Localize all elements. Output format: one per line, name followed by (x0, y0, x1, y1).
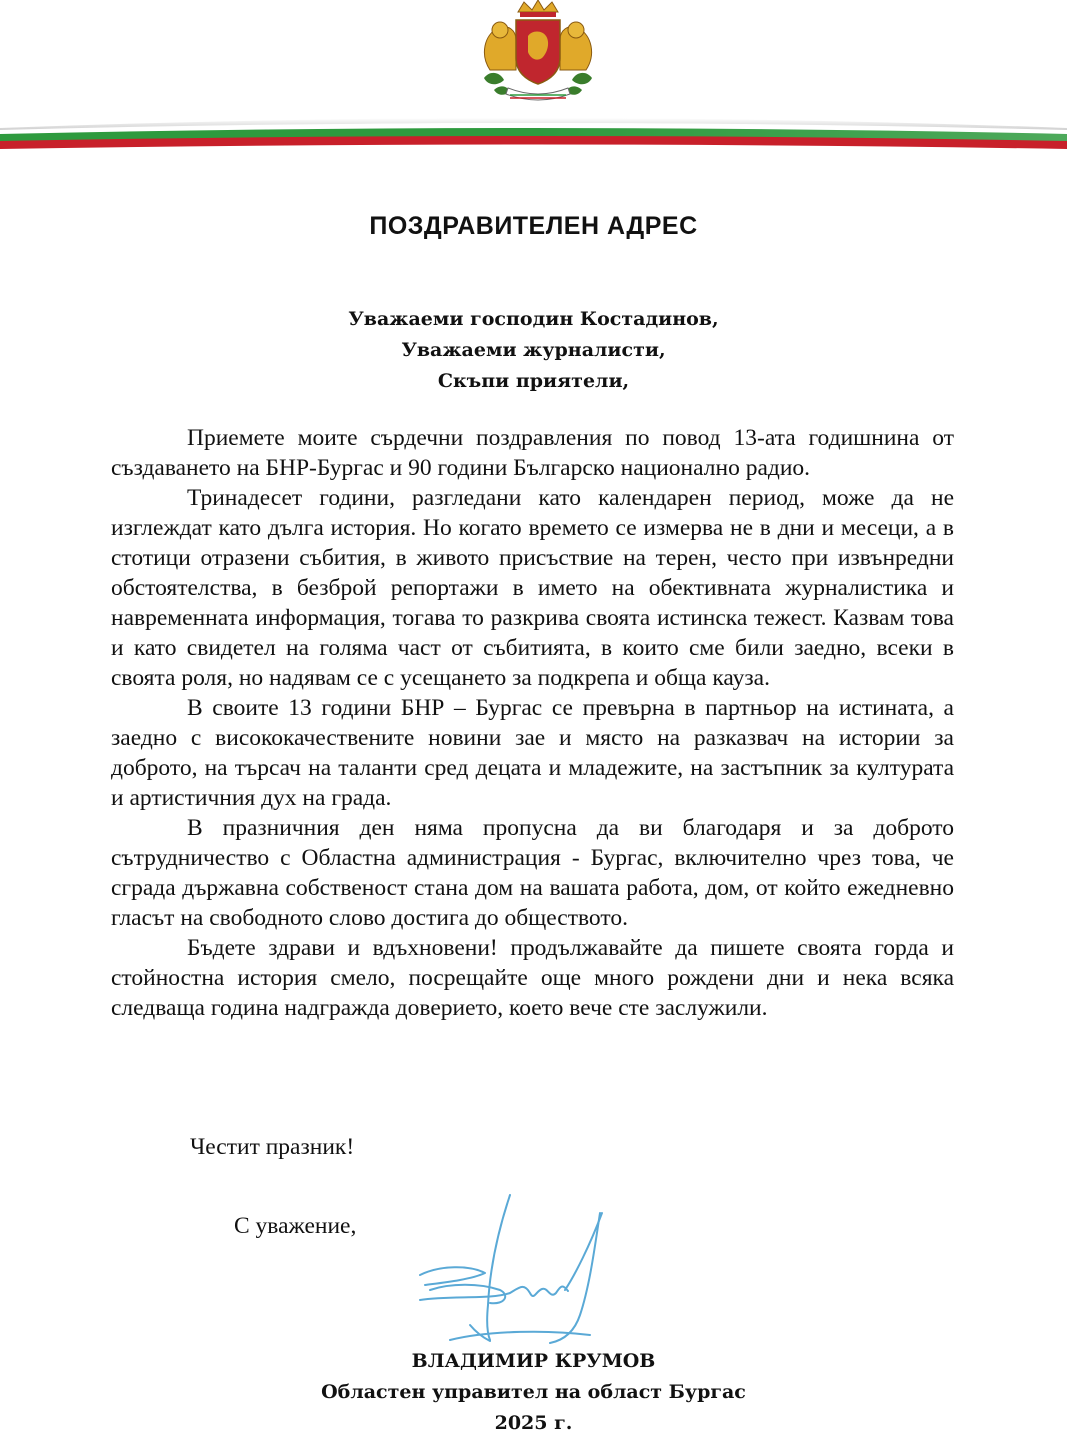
document-year: 2025 г. (494, 1412, 573, 1434)
coat-of-arms-icon (470, 0, 606, 106)
salutation-line: Скъпи приятели, (437, 370, 630, 392)
flag-band (0, 108, 1067, 156)
paragraph: Бъдете здрави и вдъхновени! продължавайте да пишете своята горда и стойностна история смело, посрещайте още много рождени дни и нека всяка следваща година надгражда доверието, което вече сте заслужили. (111, 935, 954, 1021)
signatory-position: Областен управител на област Бургас (321, 1381, 746, 1403)
salutation (0, 304, 1067, 397)
paragraph: Тринадесет години, разгледани като календарен период, може да не изглеждат като дълга история. Но когато времето се измерва не в дни и месеци, а в стотици отразени събития, в живото присъствие на терен, често при извънредни обстоятелства, в безброй репортажи в името на обективната журналистика и навременната информация, тогава то разкрива своята истинска тежест. Казвам това и като свидетел на голяма част от събитията, в които сме били заедно, всеки в своята роля, но надявам се с усещането за подкрепа и обща кауза. (111, 485, 954, 691)
regards-line: С уважение, (234, 1213, 357, 1239)
closing-line: Честит празник! (190, 1134, 355, 1160)
document-title: ПОЗДРАВИТЕЛЕН АДРЕС (369, 212, 698, 240)
paragraph: В своите 13 години БНР – Бургас се превърна в партньор на истината, а заедно с висококачествените новини зае и място на разказвач на истории за доброто, на търсач на таланти сред децата и младежите, на застъпник за културата и артистичния дух на града. (111, 695, 954, 811)
salutation-line: Уважаеми журналисти, (401, 339, 666, 361)
paragraph: Приемете моите сърдечни поздравления по повод 13-ата годишнина от създаването на БНР-Бургас и 90 години Българско национално радио. (111, 425, 954, 481)
paragraph: В празничния ден няма пропусна да ви благодаря и за доброто сътрудничество с Областна администрация - Бургас, включително чрез това, че сграда държавна собственост стана дом на вашата работа, дом, от който ежедневно гласът на свободното слово достига до обществото. (111, 815, 954, 931)
salutation-line: Уважаеми господин Костадинов, (348, 308, 719, 330)
signatory-name: ВЛАДИМИР КРУМОВ (411, 1350, 656, 1372)
signature (390, 1165, 660, 1355)
letter-body (111, 423, 954, 1023)
signatory-block (0, 1346, 1067, 1439)
